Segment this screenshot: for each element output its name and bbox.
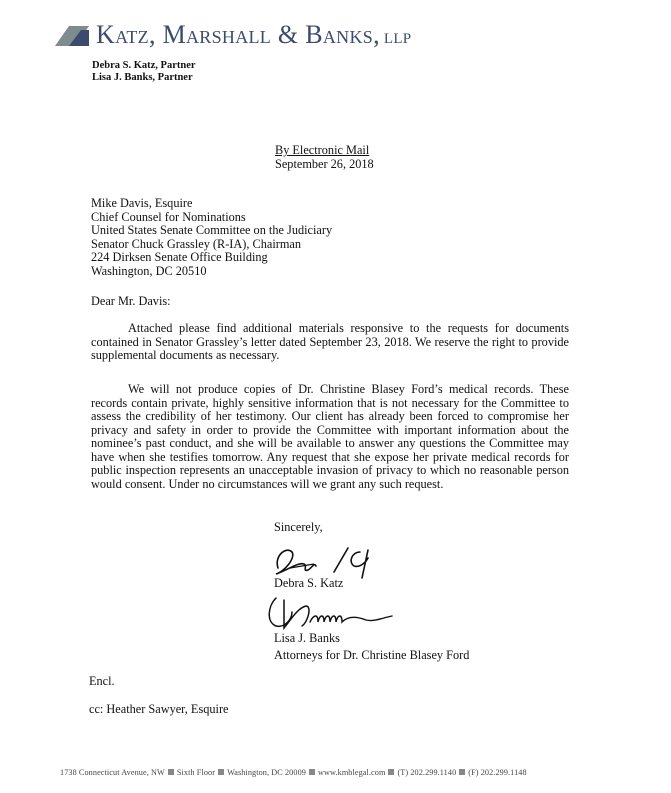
firm-suffix: LLP <box>383 31 412 47</box>
recipient-address <box>91 197 332 278</box>
paragraph-text: Attached please find additional materials responsive to the requests for documents contained in Senator Grassley’s letter dated September 23, 2018. We reserve the right to provide supplemental documents as necessary. <box>91 321 569 362</box>
delivery-method: By Electronic Mail <box>275 143 370 157</box>
paragraph-text: We will not produce copies of Dr. Christine Blasey Ford’s medical records. These records contain private, highly sensitive information that is not necessary for the Committee to assess the credibility of her testimony. Our client has already been forced to compromise her privacy and safety in order to provide the Committee with important information about the nominee’s past conduct, and she will be available to answer any questions the Committee may have when she testifies tomorrow. Any request that she expose her private medical records for public inspection represents an unacceptable invasion of privacy to which no reasonable person would consent. Under no circumstances will we grant any such request. <box>91 382 569 491</box>
letterhead-footer <box>60 768 527 777</box>
separator-square-icon <box>168 769 174 775</box>
address-line: United States Senate Committee on the Judiciary <box>91 223 333 237</box>
signature-banks-icon <box>262 592 402 634</box>
address-line: Chief Counsel for Nominations <box>91 209 246 224</box>
separator-square-icon <box>388 769 394 775</box>
separator-square-icon <box>459 769 465 775</box>
firm-logo-mark-icon <box>55 26 89 46</box>
partner-name: Lisa J. Banks, Partner <box>92 72 193 83</box>
signer-name: Lisa J. Banks <box>274 631 340 645</box>
signer-role: Attorneys for Dr. Christine Blasey Ford <box>274 648 470 662</box>
address-line: Washington, DC 20510 <box>91 263 207 278</box>
signature-katz-icon <box>268 538 388 580</box>
footer-website: www.kmblegal.com <box>317 768 386 777</box>
body-paragraph <box>91 383 569 491</box>
partner-name: Debra S. Katz, Partner <box>92 60 196 71</box>
address-line: Mike Davis, Esquire <box>91 196 193 210</box>
footer-floor: Sixth Floor <box>176 768 216 777</box>
footer-city: Washington, DC 20009 <box>227 768 306 777</box>
letter-date: September 26, 2018 <box>275 156 374 171</box>
enclosure-note: Encl. <box>89 674 115 688</box>
separator-square-icon <box>309 769 315 775</box>
address-line: Senator Chuck Grassley (R-IA), Chairman <box>91 236 302 251</box>
signer-name: Debra S. Katz <box>274 576 344 590</box>
delivery-block <box>275 144 374 171</box>
footer-address: 1738 Connecticut Avenue, NW <box>60 768 165 777</box>
partner-list <box>92 60 196 84</box>
footer-fax: (F) 202.299.1148 <box>468 768 527 777</box>
firm-name <box>96 20 411 50</box>
closing: Sincerely, <box>274 520 323 534</box>
firm-name-text: Katz, Marshall & Banks, <box>96 20 380 49</box>
separator-square-icon <box>218 769 224 775</box>
cc-line: cc: Heather Sawyer, Esquire <box>89 702 229 716</box>
body-paragraph <box>91 322 569 363</box>
footer-phone: (T) 202.299.1140 <box>397 768 457 777</box>
salutation: Dear Mr. Davis: <box>91 294 171 308</box>
address-line: 224 Dirksen Senate Office Building <box>91 250 268 264</box>
